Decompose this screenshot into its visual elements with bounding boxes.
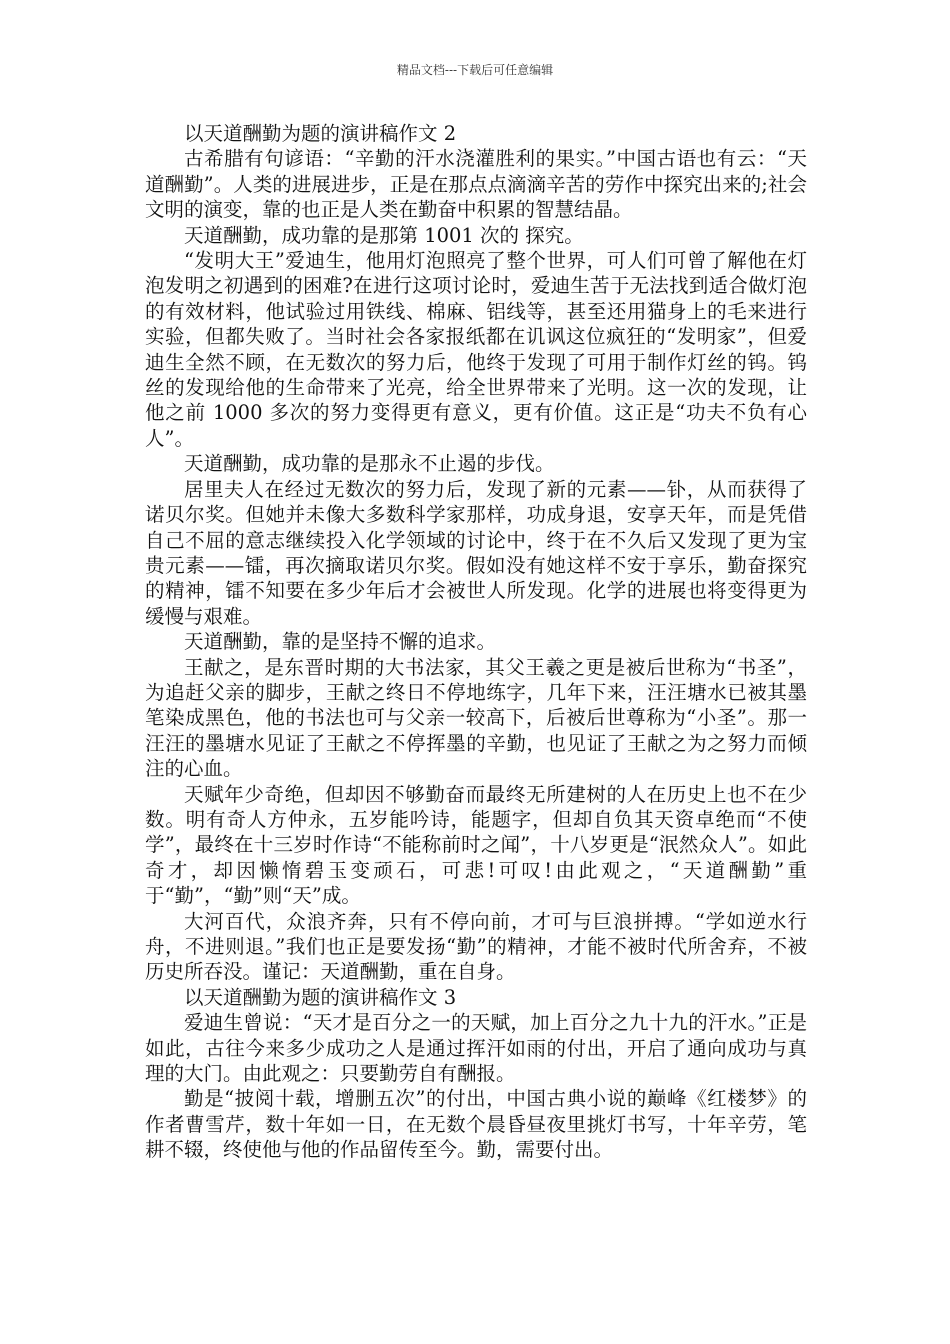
- paragraph: 大河百代，众浪齐奔，只有不停向前，才可与巨浪拼搏。“学如逆水行舟，不进则退。”我们也正是要发扬“勤”的精神，才能不被时代所舍弃，不被历史所吞没。谨记：天道酬勤，重在自身。: [145, 909, 807, 984]
- paragraph: 天道酬勤，成功靠的是那永不止遏的步伐。: [184, 452, 555, 476]
- paragraph: 王献之，是东晋时期的大书法家，其父王羲之更是被后世称为“书圣”，为追赶父亲的脚步，王献之终日不停地练字，几年下来，汪汪塘水已被其墨笔染成黑色，他的书法也可与父亲一较高下，后被后世尊称为“小圣”。那一汪汪的墨塘水见证了王献之不停挥墨的辛勤，也见证了王献之为之努力而倾注的心血。: [145, 655, 807, 781]
- paragraph: 天道酬勤，成功靠的是那第 1001 次的 探究。: [184, 223, 584, 247]
- paragraph: “发明大王”爱迪生，他用灯泡照亮了整个世界，可人们可曾了解他在灯泡发明之初遇到的困难?在进行这项讨论时，爱迪生苦于无法找到适合做灯泡的有效材料，他试验过用铁线、棉麻、铝线等，甚至还用猫身上的毛来进行实验，但都失败了。当时社会各家报纸都在讥讽这位疯狂的“发明家”，但爱迪生全然不顾，在无数次的努力后，他终于发现了可用于制作灯丝的钨。钨丝的发现给他的生命带来了光亮，给全世界带来了光明。这一次的发现，让他之前 1000 多次的努力变得更有意义，更有价值。这正是“功夫不负有心人”。: [145, 249, 807, 450]
- paragraph: 天道酬勤，靠的是坚持不懈的追求。: [184, 630, 497, 654]
- document-body: [145, 121, 807, 1163]
- paragraph: 爱迪生曾说：“天才是百分之一的天赋，加上百分之九十九的汗水。”正是如此，古往今来多少成功之人是通过挥汗如雨的付出，开启了通向成功与真理的大门。由此观之：只要勤劳自有酬报。: [145, 1011, 807, 1086]
- page-header: 精品文档---下载后可任意编辑: [396, 63, 554, 77]
- paragraph: 居里夫人在经过无数次的努力后，发现了新的元素——钋，从而获得了诺贝尔奖。但她并未像大多数科学家那样，功成身退，安享天年，而是凭借自己不屈的意志继续投入化学领域的讨论中，终于在不久后又发现了更为宝贵元素——镭，再次摘取诺贝尔奖。假如没有她这样不安于享乐，勤奋探究的精神，镭不知要在多少年后才会被世人所发现。化学的进展也将变得更为缓慢与艰难。: [145, 477, 807, 628]
- section-heading: 以天道酬勤为题的演讲稿作文 2: [184, 122, 457, 145]
- paragraph: 天赋年少奇绝，但却因不够勤奋而最终无所建树的人在历史上也不在少数。明有奇人方仲永，五岁能吟诗，能题字，但却自负其天资卓绝而“不使学”，最终在十三岁时作诗“不能称前时之闻”，十八岁更是“泯然众人”。如此奇才，却因懒惰碧玉变顽石，可悲!可叹!由此观之，“天道酬勤”重于“勤”，“勤”则“天”成。: [145, 782, 807, 908]
- section-heading: 以天道酬勤为题的演讲稿作文 3: [184, 985, 457, 1009]
- paragraph: 古希腊有句谚语：“辛勤的汗水浇灌胜利的果实。”中国古语也有云：“天道酬勤”。人类的进展进步，正是在那点点滴滴辛苦的劳作中探究出来的;社会文明的演变，靠的也正是人类在勤奋中积累的智慧结晶。: [145, 147, 807, 222]
- paragraph: 勤是“披阅十载，增删五次”的付出，中国古典小说的巅峰《红楼梦》的作者曹雪芹，数十年如一日，在无数个晨昏昼夜里挑灯书写，十年辛劳，笔耕不辍，终使他与他的作品留传至今。勤，需要付出。: [145, 1087, 807, 1162]
